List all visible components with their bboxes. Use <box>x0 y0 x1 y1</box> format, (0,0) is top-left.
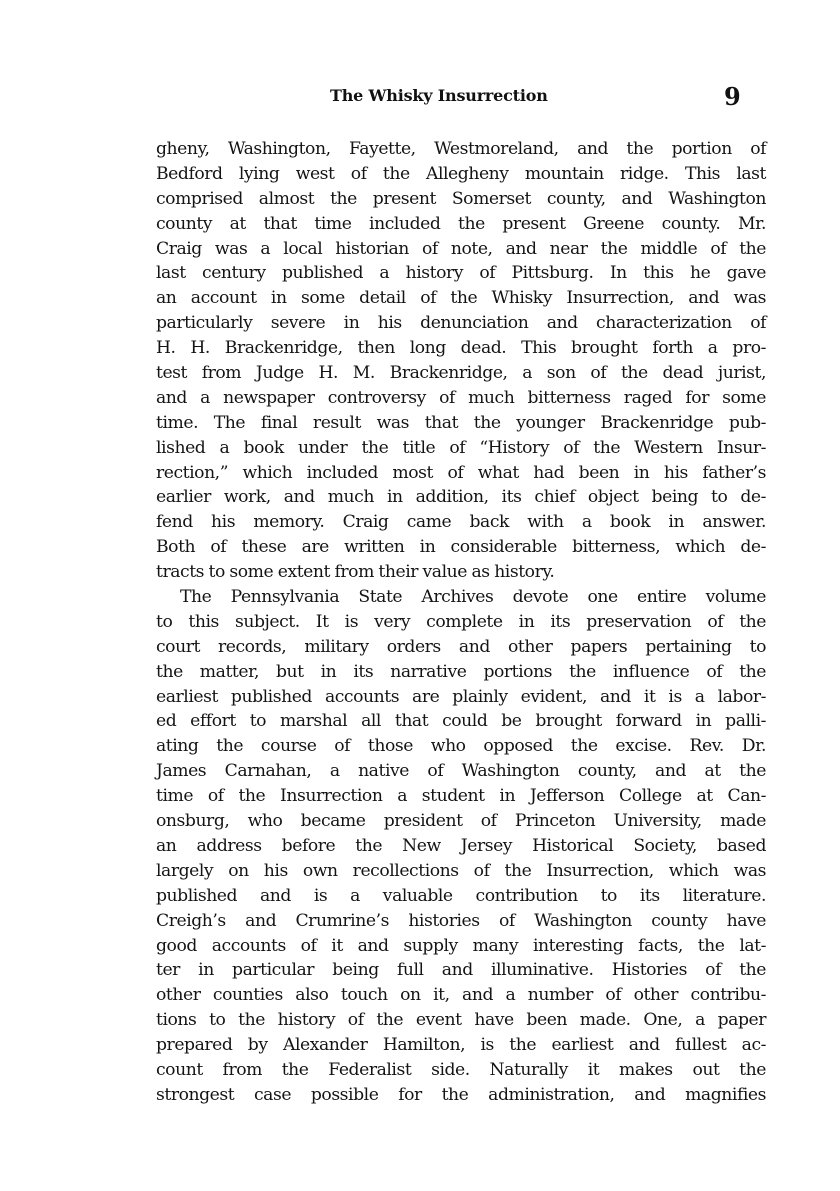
text-line: rection,” which included most of what had been in his father’s <box>156 462 766 483</box>
text-line: H. H. Brackenridge, then long dead. This brought forth a pro- <box>156 338 766 359</box>
text-line: earliest published accounts are plainly evident, and it is a labor- <box>156 686 766 707</box>
text-line: the matter, but in its narrative portions the influence of the <box>156 661 766 682</box>
text-line: Craig was a local historian of note, and near the middle of the <box>156 238 766 259</box>
text-line: Bedford lying west of the Allegheny mountain ridge. This last <box>156 163 766 184</box>
text-line: court records, military orders and other papers pertaining to <box>156 636 766 657</box>
text-line: James Carnahan, a native of Washington county, and at the <box>156 761 766 782</box>
text-line: and a newspaper controversy of much bitterness raged for some <box>156 387 766 408</box>
text-line: good accounts of it and supply many interesting facts, the lat- <box>156 935 766 956</box>
text-line: an account in some detail of the Whisky Insurrection, and was <box>156 288 766 309</box>
text-line: tions to the history of the event have been made. One, a paper <box>156 1010 766 1031</box>
text-line: largely on his own recollections of the Insurrection, which was <box>156 860 766 881</box>
text-line: county at that time included the present Greene county. Mr. <box>156 213 766 234</box>
text-line: last century published a history of Pittsburg. In this he gave <box>156 263 766 284</box>
text-line: Creigh’s and Crumrine’s histories of Washington county have <box>156 910 766 931</box>
running-head <box>0 82 840 111</box>
text-line: test from Judge H. M. Brackenridge, a son of the dead jurist, <box>156 363 766 384</box>
paragraph-start-line: The Pennsylvania State Archives devote one entire volume <box>180 587 766 608</box>
text-line: strongest case possible for the administration, and magnifies <box>156 1084 766 1105</box>
text-line: onsburg, who became president of Princeton University, made <box>156 811 766 832</box>
text-line: Both of these are written in considerable bitterness, which de- <box>156 537 766 558</box>
body-text <box>156 137 766 1108</box>
text-line: count from the Federalist side. Naturally it makes out the <box>156 1059 766 1080</box>
text-line: other counties also touch on it, and a number of other contribu- <box>156 985 766 1006</box>
text-line: ating the course of those who opposed the excise. Rev. Dr. <box>156 736 766 757</box>
text-line: prepared by Alexander Hamilton, is the earliest and fullest ac- <box>156 1035 766 1056</box>
text-line: published and is a valuable contribution to its literature. <box>156 885 766 906</box>
text-line: time. The final result was that the younger Brackenridge pub- <box>156 412 766 433</box>
text-line: earlier work, and much in addition, its chief object being to de- <box>156 487 766 508</box>
text-line: ter in particular being full and illuminative. Histories of the <box>156 960 766 981</box>
paragraph-end-line: tracts to some extent from their value as history. <box>156 562 555 583</box>
page-number: 9 <box>724 82 741 111</box>
text-line: lished a book under the title of “History of the Western Insur- <box>156 437 766 458</box>
text-line: an address before the New Jersey Historical Society, based <box>156 835 766 856</box>
running-title: The Whisky Insurrection <box>330 86 548 105</box>
text-line: time of the Insurrection a student in Jefferson College at Can- <box>156 786 766 807</box>
text-line: ed effort to marshal all that could be brought forward in palli- <box>156 711 766 732</box>
text-line: fend his memory. Craig came back with a book in answer. <box>156 512 766 533</box>
text-line: particularly severe in his denunciation and characterization of <box>156 313 766 334</box>
text-line: comprised almost the present Somerset county, and Washington <box>156 188 766 209</box>
text-line: gheny, Washington, Fayette, Westmoreland, and the portion of <box>156 139 766 159</box>
text-line: to this subject. It is very complete in its preservation of the <box>156 611 766 632</box>
